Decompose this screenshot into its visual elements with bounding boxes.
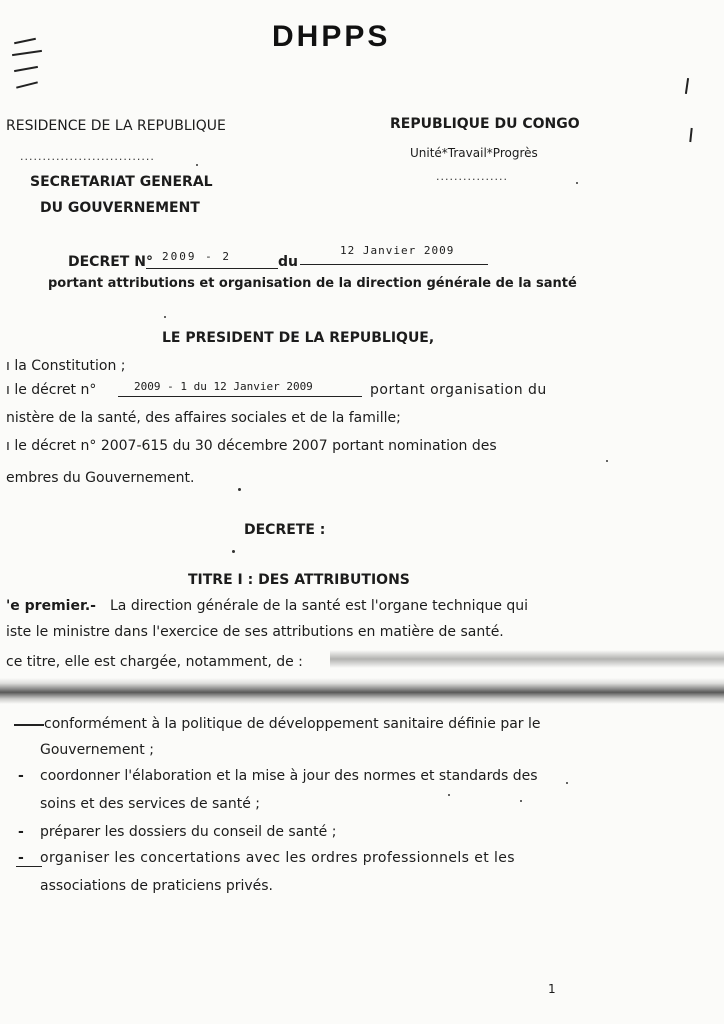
- scan-speck: [232, 550, 235, 553]
- decree-number: 2009 - 2: [162, 250, 231, 263]
- margin-mark: [685, 78, 689, 94]
- article1-line3: ce titre, elle est chargée, notamment, de :: [6, 654, 303, 670]
- item3-dash: -: [18, 850, 24, 866]
- visa-decree2: ı le décret n° 2007-615 du 30 décembre 2007 portant nomination des: [6, 438, 497, 454]
- scan-smudge: [330, 650, 724, 668]
- header-left-dots: ..............................: [20, 150, 155, 163]
- visa-decree1-cont: nistère de la santé, des affaires sociales et de la famille;: [6, 410, 401, 426]
- header-right-dots: ................: [436, 170, 508, 183]
- item0-line1: conformément à la politique de développement sanitaire définie par le: [44, 716, 541, 732]
- strike-mark: [16, 866, 42, 867]
- scan-speck: [448, 794, 450, 796]
- page-number: 1: [548, 982, 556, 996]
- margin-mark: [12, 50, 42, 56]
- scan-speck: [196, 164, 198, 166]
- scan-speck: [576, 182, 578, 184]
- margin-mark: [14, 66, 38, 72]
- president-heading: LE PRESIDENT DE LA REPUBLIQUE,: [162, 330, 435, 346]
- article1-line1: La direction générale de la santé est l'organe technique qui: [110, 598, 529, 614]
- decree-subject: portant attributions et organisation de la direction générale de la santé: [48, 276, 577, 291]
- article1-line2: iste le ministre dans l'exercice de ses attributions en matière de santé.: [6, 624, 504, 640]
- decrete-heading: DECRETE :: [244, 522, 326, 538]
- visa-constitution: ı la Constitution ;: [6, 358, 126, 374]
- item1-line1: coordonner l'élaboration et la mise à jour des normes et standards des: [40, 768, 538, 784]
- header-left-line2: SECRETARIAT GENERAL: [30, 174, 213, 190]
- article1-lead: 'e premier.-: [6, 598, 96, 614]
- margin-mark: [14, 38, 36, 45]
- item0-line2: Gouvernement ;: [40, 742, 154, 758]
- item1-dash: -: [18, 768, 24, 784]
- scan-speck: [606, 460, 608, 462]
- decree-number-line: [146, 268, 278, 269]
- decree-date: 12 Janvier 2009: [340, 244, 455, 257]
- scan-speck: [238, 488, 241, 491]
- header-left-line3: DU GOUVERNEMENT: [40, 200, 200, 216]
- visa-decree1-line: [118, 396, 362, 397]
- visa-decree1-fill: 2009 - 1 du 12 Janvier 2009: [134, 380, 313, 393]
- margin-mark: [16, 81, 38, 88]
- decree-du: du: [278, 254, 298, 270]
- header-right-line1: REPUBLIQUE DU CONGO: [390, 116, 580, 132]
- decree-label: DECRET N°: [68, 254, 153, 270]
- decree-date-line: [300, 264, 488, 265]
- strike-mark: [14, 724, 44, 726]
- visa-decree2-cont: embres du Gouvernement.: [6, 470, 195, 486]
- scan-speck: [566, 782, 568, 784]
- scan-smudge-band: [0, 678, 724, 704]
- item2-line1: préparer les dossiers du conseil de santé ;: [40, 824, 337, 840]
- header-right-motto: Unité*Travail*Progrès: [410, 146, 538, 160]
- scan-speck: [164, 316, 166, 318]
- header-left-line1: RESIDENCE DE LA REPUBLIQUE: [6, 118, 226, 134]
- scan-speck: [520, 800, 522, 802]
- item3-line2: associations de praticiens privés.: [40, 878, 274, 894]
- item1-line2: soins et des services de santé ;: [40, 796, 261, 812]
- visa-decree1-suffix: portant organisation du: [370, 382, 547, 398]
- item2-dash: -: [18, 824, 24, 840]
- titre-heading: TITRE I : DES ATTRIBUTIONS: [188, 572, 410, 588]
- visa-decree1-prefix: ı le décret n°: [6, 382, 97, 398]
- handwritten-title: DHPPS: [272, 20, 391, 53]
- item3-line1: organiser les concertations avec les ordres professionnels et les: [40, 850, 515, 866]
- margin-mark: [689, 128, 692, 142]
